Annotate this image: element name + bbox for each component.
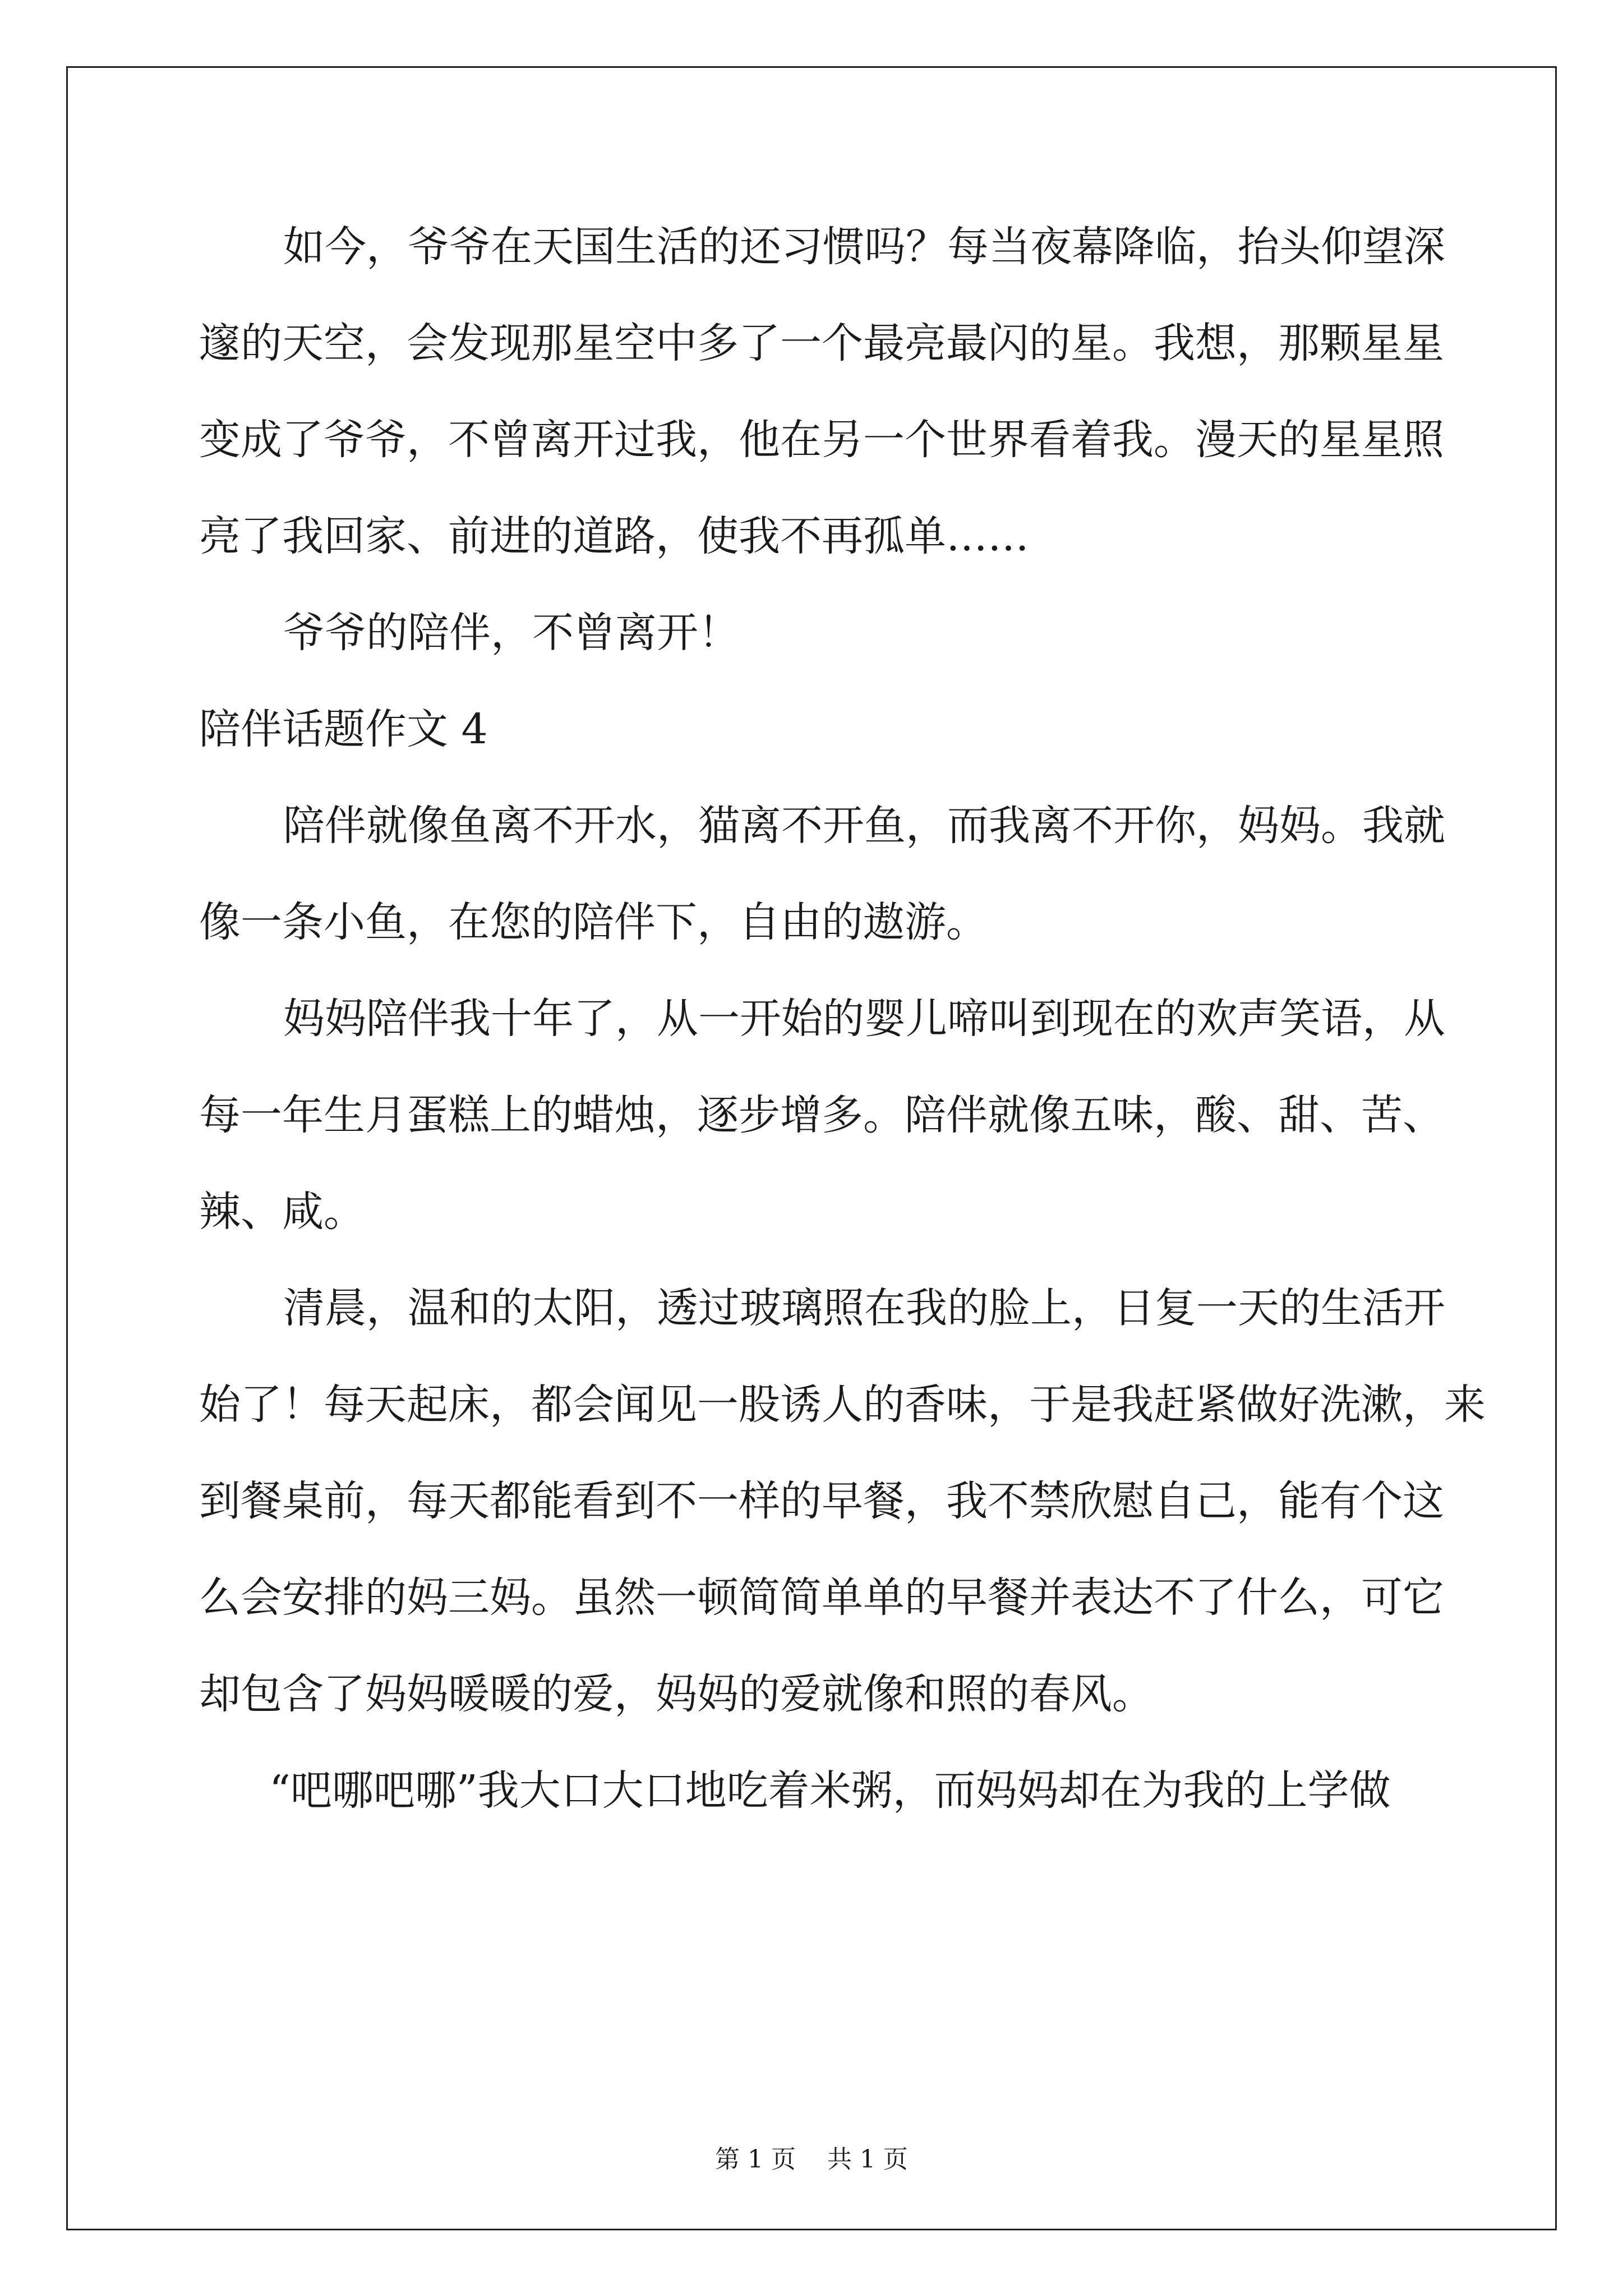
page-border	[66, 66, 1557, 2230]
paragraph-line: 到餐桌前，每天都能看到不一样的早餐，我不禁欣慰自己，能有个这	[199, 1477, 1444, 1525]
paragraph-line: 变成了爷爷，不曾离开过我，他在另一个世界看着我。漫天的星星照	[199, 416, 1444, 464]
paragraph-line: 陪伴就像鱼离不开水，猫离不开鱼，而我离不开你，妈妈。我就	[283, 802, 1445, 850]
paragraph-line: 像一条小鱼，在您的陪伴下，自由的遨游。	[199, 898, 988, 946]
paragraph-line: 每一年生月蛋糕上的蜡烛，逐步增多。陪伴就像五味，酸、甜、苦、	[199, 1091, 1444, 1139]
section-heading: 陪伴话题作文 4	[199, 705, 488, 753]
paragraph-line: 却包含了妈妈暖暖的爱，妈妈的爱就像和照的春风。	[199, 1670, 1154, 1718]
paragraph-line: 如今，爷爷在天国生活的还习惯吗？每当夜幕降临，抬头仰望深	[283, 223, 1445, 271]
paragraph-line: 么会安排的妈三妈。虽然一顿简简单单的早餐并表达不了什么，可它	[199, 1573, 1444, 1622]
paragraph-line: 清晨，温和的太阳，透过玻璃照在我的脸上，日复一天的生活开	[283, 1284, 1445, 1332]
paragraph-line: 辣、咸。	[199, 1188, 365, 1236]
paragraph-line: 爷爷的陪伴，不曾离开！	[283, 609, 740, 657]
paragraph-line: 始了！每天起床，都会闻见一股诱人的香味，于是我赶紧做好洗漱，来	[199, 1381, 1486, 1429]
paragraph-line: 妈妈陪伴我十年了，从一开始的婴儿啼叫到现在的欢声笑语，从	[283, 995, 1445, 1043]
paragraph-line: 邃的天空，会发现那星空中多了一个最亮最闪的星。我想，那颗星星	[199, 319, 1444, 367]
paragraph-line: 亮了我回家、前进的道路，使我不再孤单……	[199, 512, 1029, 560]
paragraph-line: “吧哪吧哪”我大口大口地吃着米粥，而妈妈却在为我的上学做	[269, 1766, 1391, 1815]
page-footer: 第 1 页 共 1 页	[715, 2145, 908, 2174]
